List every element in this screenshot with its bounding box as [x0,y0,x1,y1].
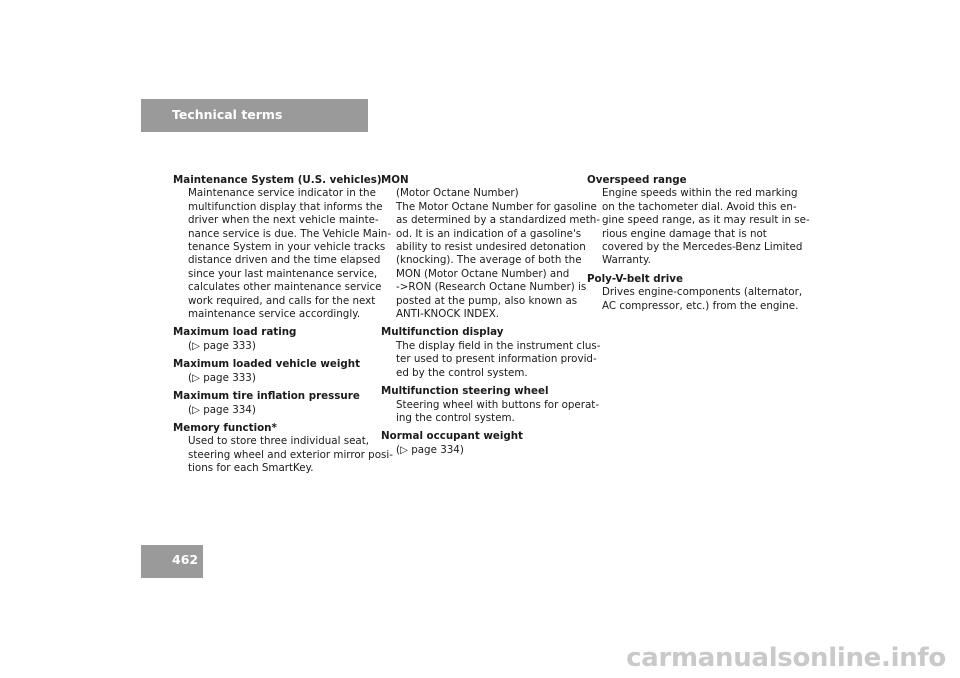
page-reference[interactable]: (▷ page 334) [396,443,464,456]
glossary-entry [173,174,392,321]
watermark-logo: carmanualsonline.info [626,643,946,673]
glossary-entry [173,390,373,417]
glossary-entry [381,174,601,321]
glossary-entry [381,385,600,425]
glossary-term: Multifunction steering wheel [381,385,549,398]
glossary-term: Normal occupant weight [381,430,523,443]
glossary-term: Overspeed range [587,174,687,186]
page-reference[interactable]: (▷ page 333) [188,339,256,352]
glossary-entry [381,326,601,380]
section-header [141,99,368,132]
glossary-term: Maximum tire inflation pressure [173,390,360,403]
page-reference[interactable]: (▷ page 334) [188,403,256,416]
section-title: Technical terms [172,107,283,122]
glossary-entry [587,272,803,313]
glossary-definition: (Motor Octane Number) The Motor Octane Number for gasoline as determined by a standardized meth- od. It is an indication of a gasoline's ability to resist undesired detonation (knocking). The average of both the MON (Motor Octane Number) and ->RON (Research Octane Number) is posted at the pump, also known as ANTI-KNOCK INDEX. [396,187,601,321]
glossary-column-2 [381,174,601,462]
page-number [141,545,203,578]
glossary-entry [587,174,810,268]
glossary-definition [173,372,373,385]
glossary-entry [173,421,393,476]
glossary-definition: The display field in the instrument clus- ter used to present information provid- ed by the control system. [396,339,601,379]
glossary-definition [381,444,581,457]
glossary-definition: Drives engine-components (alternator, AC compressor, etc.) from the engine. [602,286,803,312]
glossary-term: Poly-V-belt drive [587,272,683,285]
glossary-term: Multifunction display [381,326,504,339]
glossary-term: Maximum load rating [173,326,297,339]
glossary-term: Maximum loaded vehicle weight [173,358,361,371]
glossary-column-1 [173,174,393,481]
glossary-term: Maintenance System (U.S. vehicles) [173,174,382,186]
glossary-entry [381,430,581,457]
glossary-entry [173,358,373,385]
glossary-term: Memory function* [173,421,277,434]
glossary-column-3 [587,174,810,318]
page-reference[interactable]: (▷ page 333) [188,371,256,384]
glossary-term: MON [381,174,409,186]
glossary-definition [173,404,373,417]
glossary-definition: Engine speeds within the red marking on the tachometer dial. Avoid this en- gine speed range, as it may result in se- rious engine damage that is not covered by the Mercedes-Benz Limited Warranty. [602,187,810,267]
glossary-definition: Used to store three individual seat, steering wheel and exterior mirror posi- tions for each SmartKey. [188,435,393,475]
glossary-definition: Steering wheel with buttons for operat- ing the control system. [396,398,600,424]
page-number-text: 462 [172,552,199,567]
glossary-definition [173,340,373,353]
glossary-entry [173,326,373,353]
glossary-definition: Maintenance service indicator in the multifunction display that informs the driver when the next vehicle mainte- nance service is due. The Vehicle Main- tenance System in your vehicle tracks distance driven and the time elapsed since your last maintenance service, calculates other maintenance service work required, and calls for the next maintenance service accordingly. [188,187,392,321]
